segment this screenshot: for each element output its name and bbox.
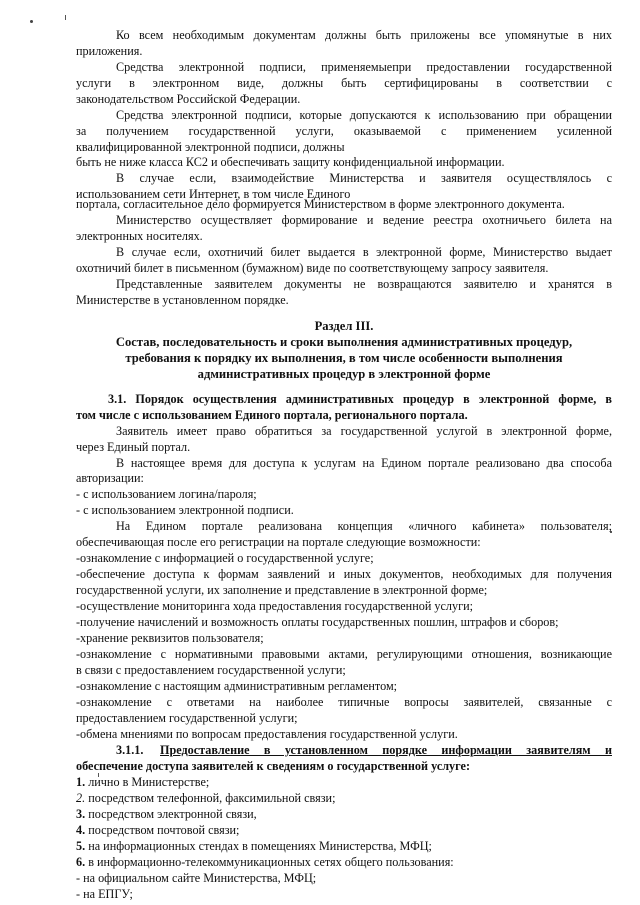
list-item: -ознакомление с настоящим административным регламентом;: [76, 679, 398, 693]
paragraph-line: приложения.: [76, 44, 143, 58]
paragraph-line: Ко всем необходимым документам должны быть приложены все упомянутые в них: [116, 28, 612, 42]
numbered-item: [76, 776, 209, 789]
list-item: - на официальном сайте Министерства, МФЦ;: [76, 871, 317, 885]
paragraph-line: использованием сети Интернет, в том числе Единого: [76, 187, 351, 201]
item-number: 2.: [76, 791, 86, 805]
list-item: - с использованием логина/пароля;: [76, 487, 257, 501]
paragraph-line: за получением государственной услуги, оказываемой с применением усиленной: [76, 124, 612, 138]
paragraph-line: Представленные заявителем документы не возвращаются заявителю и хранятся в: [116, 277, 612, 291]
item-number: 1.: [76, 775, 86, 789]
item-number: 5.: [76, 839, 86, 853]
paragraph-line: электронных носителях.: [76, 229, 203, 243]
subsection-heading-line: том числе с использованием Единого портала, регионального портала.: [76, 408, 468, 422]
paragraph-line: авторизации:: [76, 471, 144, 485]
list-item: в связи с предоставлением государственной услуги;: [76, 663, 346, 677]
item-number: 3.: [76, 807, 86, 821]
paragraph-line: В случае если, охотничий билет выдается в электронной форме, Министерство выдает: [116, 245, 612, 259]
section-label: Раздел III.: [314, 319, 374, 333]
scan-speck: [65, 15, 66, 20]
item-text: лично в Министерстве;: [88, 775, 210, 789]
paragraph-line: услуги в электронном виде, должны быть сертифицированы в соответствии с: [76, 76, 612, 90]
paragraph-line: портала, согласительное дело формируется Министерством в форме электронного документа.: [76, 197, 565, 211]
paragraph-line: На Едином портале реализована концепция «личного кабинета» пользователя;: [116, 519, 612, 533]
subsection-number: 3.1.1.: [116, 743, 144, 757]
list-item: -получение начислений и возможность оплаты государственных пошлин, штрафов и сборов;: [76, 615, 559, 629]
numbered-item: [76, 792, 335, 805]
paragraph-line: Заявитель имеет право обратиться за государственной услугой в электронной форме,: [116, 424, 612, 438]
item-number: 4.: [76, 823, 86, 837]
list-item: -осуществление мониторинга хода предоставления государственной услуги;: [76, 599, 473, 613]
list-item: -ознакомление с ответами на наиболее типичные вопросы заявителей, связанные с: [76, 695, 612, 709]
numbered-item: [76, 856, 454, 869]
paragraph-line: через Единый портал.: [76, 440, 191, 454]
section-title-line: требования к порядку их выполнения, в том числе особенности выполнения: [125, 351, 563, 365]
paragraph-line: Министерстве в установленном порядке.: [76, 293, 289, 307]
list-item: государственной услуги, их заполнение и представление в электронной форме;: [76, 583, 488, 597]
subsection-heading-line: Предоставление в установленном порядке информации заявителям и: [160, 743, 612, 757]
paragraph-line: Министерство осуществляет формирование и ведение реестра охотничьего билета на: [116, 213, 612, 227]
paragraph-line: Средства электронной подписи, применяемыепри предоставлении государственной: [116, 60, 612, 74]
paragraph-line: Средства электронной подписи, которые допускаются к использованию при обращении: [116, 108, 612, 122]
list-item: - на ЕПГУ;: [76, 887, 133, 901]
scan-speck: [30, 20, 33, 23]
item-text: посредством электронной связи,: [88, 807, 257, 821]
paragraph-line: квалифицированной электронной подписи, должны: [76, 140, 345, 154]
list-item: -ознакомление с информацией о государственной услуге;: [76, 551, 374, 565]
section-title-line: Состав, последовательность и сроки выполнения административных процедур,: [115, 335, 573, 349]
item-text: посредством почтовой связи;: [88, 823, 240, 837]
list-item: -ознакомление с нормативными правовыми актами, регулирующими отношения, возникающие: [76, 647, 612, 661]
item-number: 6.: [76, 855, 86, 869]
list-item: -хранение реквизитов пользователя;: [76, 631, 264, 645]
list-item: предоставлением государственной услуги;: [76, 711, 298, 725]
list-item: -обеспечение доступа к формам заявлений и иных документов, необходимых для получения: [76, 567, 612, 581]
numbered-item: [76, 824, 239, 837]
list-item: - с использованием электронной подписи.: [76, 503, 294, 517]
numbered-item: [76, 840, 432, 853]
paragraph-line: обеспечивающая после его регистрации на портале следующие возможности:: [76, 535, 481, 549]
list-item: -обмена мнениями по вопросам предоставления государственной услуги.: [76, 727, 458, 741]
paragraph-line: В случае если, взаимодействие Министерства и заявителя осуществлялось с: [116, 171, 612, 185]
item-text: посредством телефонной, факсимильной связи;: [88, 791, 336, 805]
paragraph-line: В настоящее время для доступа к услугам на Едином портале реализовано два способа: [116, 456, 612, 470]
item-text: в информационно-телекоммуникационных сетях общего пользования:: [88, 855, 454, 869]
subsection-heading-line: 3.1. Порядок осуществления административных процедур в электронной форме, в: [108, 392, 612, 406]
paragraph-line: законодательством Российской Федерации.: [76, 92, 301, 106]
subsection-heading-line: обеспечение доступа заявителей к сведениям о государственной услуге:: [76, 759, 470, 773]
paragraph-line: быть не ниже класса КС2 и обеспечивать защиту конфиденциальной информации.: [76, 155, 505, 169]
paragraph-line: охотничий билет в письменном (бумажном) виде по соответствующему запросу заявителя.: [76, 261, 549, 275]
item-text: на информационных стендах в помещениях Министерства, МФЦ;: [88, 839, 432, 853]
numbered-item: [76, 808, 257, 821]
section-title-line: административных процедур в электронной форме: [197, 367, 491, 381]
